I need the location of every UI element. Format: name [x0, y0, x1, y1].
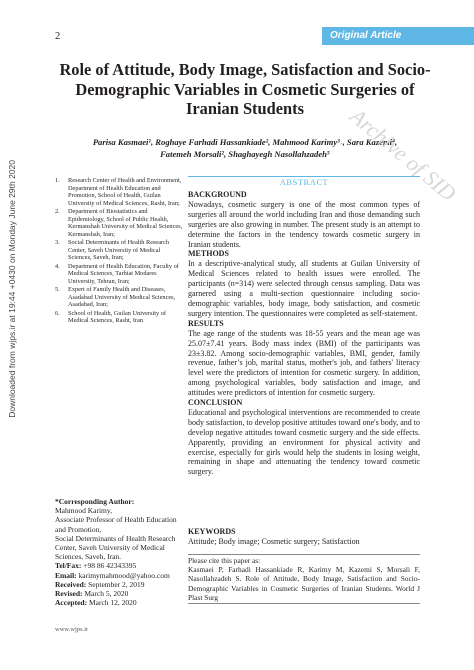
affiliation-text: Expert of Family Health and Diseases, Asadabad University of Medical Sciences, Asadabad, Iran; [68, 286, 176, 308]
corresponding-heading: *Corresponding Author: [55, 497, 135, 506]
author-line-2: Fatemeh Morsali², Shaghayegh Nasollahzadeh⁵ [160, 149, 330, 159]
corresponding-tel: Tel/Fax: +98 86 42343395 [55, 561, 137, 571]
journal-url: www.wjps.ir [55, 626, 89, 633]
corresponding-position: Associate Professor of Health Education and Promotion, [55, 515, 177, 534]
download-note [0, 0, 17, 670]
corresponding-center: Social Determinants of Health Research Center, Saveh University of Medical Sciences, Saveh, Iran. [55, 533, 176, 562]
keywords-section [188, 527, 420, 547]
conclusion-heading: CONCLUSION [188, 398, 243, 408]
corresponding-email: Email: karimymahmood@yahoo.com [55, 570, 170, 580]
watermark: Archive of SID [345, 103, 462, 206]
affiliation-number: 2. [55, 208, 60, 215]
date-revised: Revised: March 5, 2020 [55, 589, 129, 599]
corresponding-name: Mahmood Karimy, [55, 506, 113, 516]
abstract-title: ABSTRACT [188, 176, 420, 187]
results-heading: RESULTS [188, 318, 224, 328]
conclusion-text: Educational and psychological interventions are recommended to create body satisfaction, to develop positive attitudes toward one's body, and to develop negative attitudes toward cosmetic surgery and the side effects. Apparently, providing an environment for physical activity and exercise, especially for girls would help the students in losing weight, remaining in shape and attenuating the tendency toward cosmetic surgery. [188, 407, 420, 477]
methods-text: In a descriptive-analytical study, all students at Guilan University of Medical Sciences related to health issues were enrolled. The participants (n=314) were selected through census sampling. Data was garnered using a multi-section questionnaire including socio-demographic variables, body image, body satisfaction, and cosmetic surgery intention. The questionnaires were completed as self-statement. [188, 259, 420, 318]
affiliation-item [55, 263, 185, 286]
article-type-badge: Original Article [322, 27, 474, 45]
background-text: Nowadays, cosmetic surgery is one of the most common types of surgeries all around the world including Iran and those demanding such surgeries are also growing in number. The present study is an attempt to determine the factors in the tendency towards cosmetic surgery in Iranian students. [188, 199, 420, 249]
affiliation-item [55, 177, 185, 207]
affiliation-text: Research Center of Health and Environment, Department of Health Education and Promotion, School of Health, Guilan University of Medical Sciences, Rasht, Iran; [68, 177, 182, 207]
affiliation-text: School of Health, Guilan University of Medical Sciences, Rasht, Iran [68, 309, 166, 324]
date-accepted: Accepted: March 12, 2020 [55, 598, 137, 608]
citation-bottom-divider [188, 603, 420, 604]
citation-heading: Please cite this paper as: [188, 556, 261, 565]
citation-box [188, 556, 420, 604]
affiliation-item [55, 208, 185, 238]
affiliation-item [55, 310, 185, 325]
affiliation-number: 5. [55, 286, 60, 293]
date-received: Received: September 2, 2019 [55, 579, 145, 589]
affiliation-number: 4. [55, 262, 60, 270]
keywords-heading: KEYWORDS [188, 527, 236, 536]
affiliation-item [55, 239, 185, 262]
methods-heading: METHODS [188, 249, 229, 259]
affiliation-item [55, 286, 185, 309]
abstract-body [188, 190, 420, 477]
corresponding-author [55, 497, 185, 607]
affiliation-number: 3. [55, 239, 60, 246]
download-note-text: Downloaded from wjps.ir at 19:44 +0430 on Monday June 29th 2020 [7, 160, 17, 418]
keywords-text: Attitude; Body image; Cosmetic surgery; Satisfaction [188, 537, 360, 546]
results-text: The age range of the students was 18-55 years and the mean age was 25.07±7.41 years. Body mass index (BMI) of the participants was 23±3.82. Among socio-demographic variables, BMI, gender, family revenue, father’s job, marital status, mother's job, and fathers' literacy level were the predictors of intention for cosmetic surgery. In addition, among psychological variables, body satisfaction and image, and attitudes were predictors of intention for cosmetic surgery. [188, 328, 420, 398]
page-number: 2 [55, 31, 61, 42]
affiliation-text: Social Determinants of Health Research Center, Saveh University of Medical Sciences, Saveh, Iran; [68, 239, 170, 261]
affiliations [55, 177, 185, 326]
citation-top-divider [188, 554, 420, 555]
affiliation-text: Department of Biostatistics and Epidemiology, School of Public Health, Kermanshah University of Medical Sciences, Kermanshah, Iran; [68, 208, 183, 238]
article-title: Role of Attitude, Body Image, Satisfaction and Socio-Demographic Variables in Cosmetic Surgeries of Iranian Students [59, 60, 431, 118]
author-line-1: Parisa Kasmaei¹, Roghaye Farhadi Hassankiade², Mahmood Karimy³˒, Sara Kazemi⁴, [92, 137, 398, 147]
affiliation-number: 1. [55, 177, 60, 184]
affiliation-text: Department of Health Education, Faculty of Medical Sciences, Tarbiat Modares University, Tehran, Iran; [68, 262, 179, 285]
affiliation-number: 6. [55, 309, 60, 317]
background-heading: BACKGROUND [188, 190, 247, 199]
citation-text: Kasmaei P, Farhadi Hassankiade R, Karimy M, Kazemi S, Morsali F, Nasollahzadeh S. Role of Attitude, Body Image, Satisfaction and Socio-Demographic Variables in Cosmetic Surgeries of Iranian Students. World J Plast Surg [188, 565, 420, 602]
